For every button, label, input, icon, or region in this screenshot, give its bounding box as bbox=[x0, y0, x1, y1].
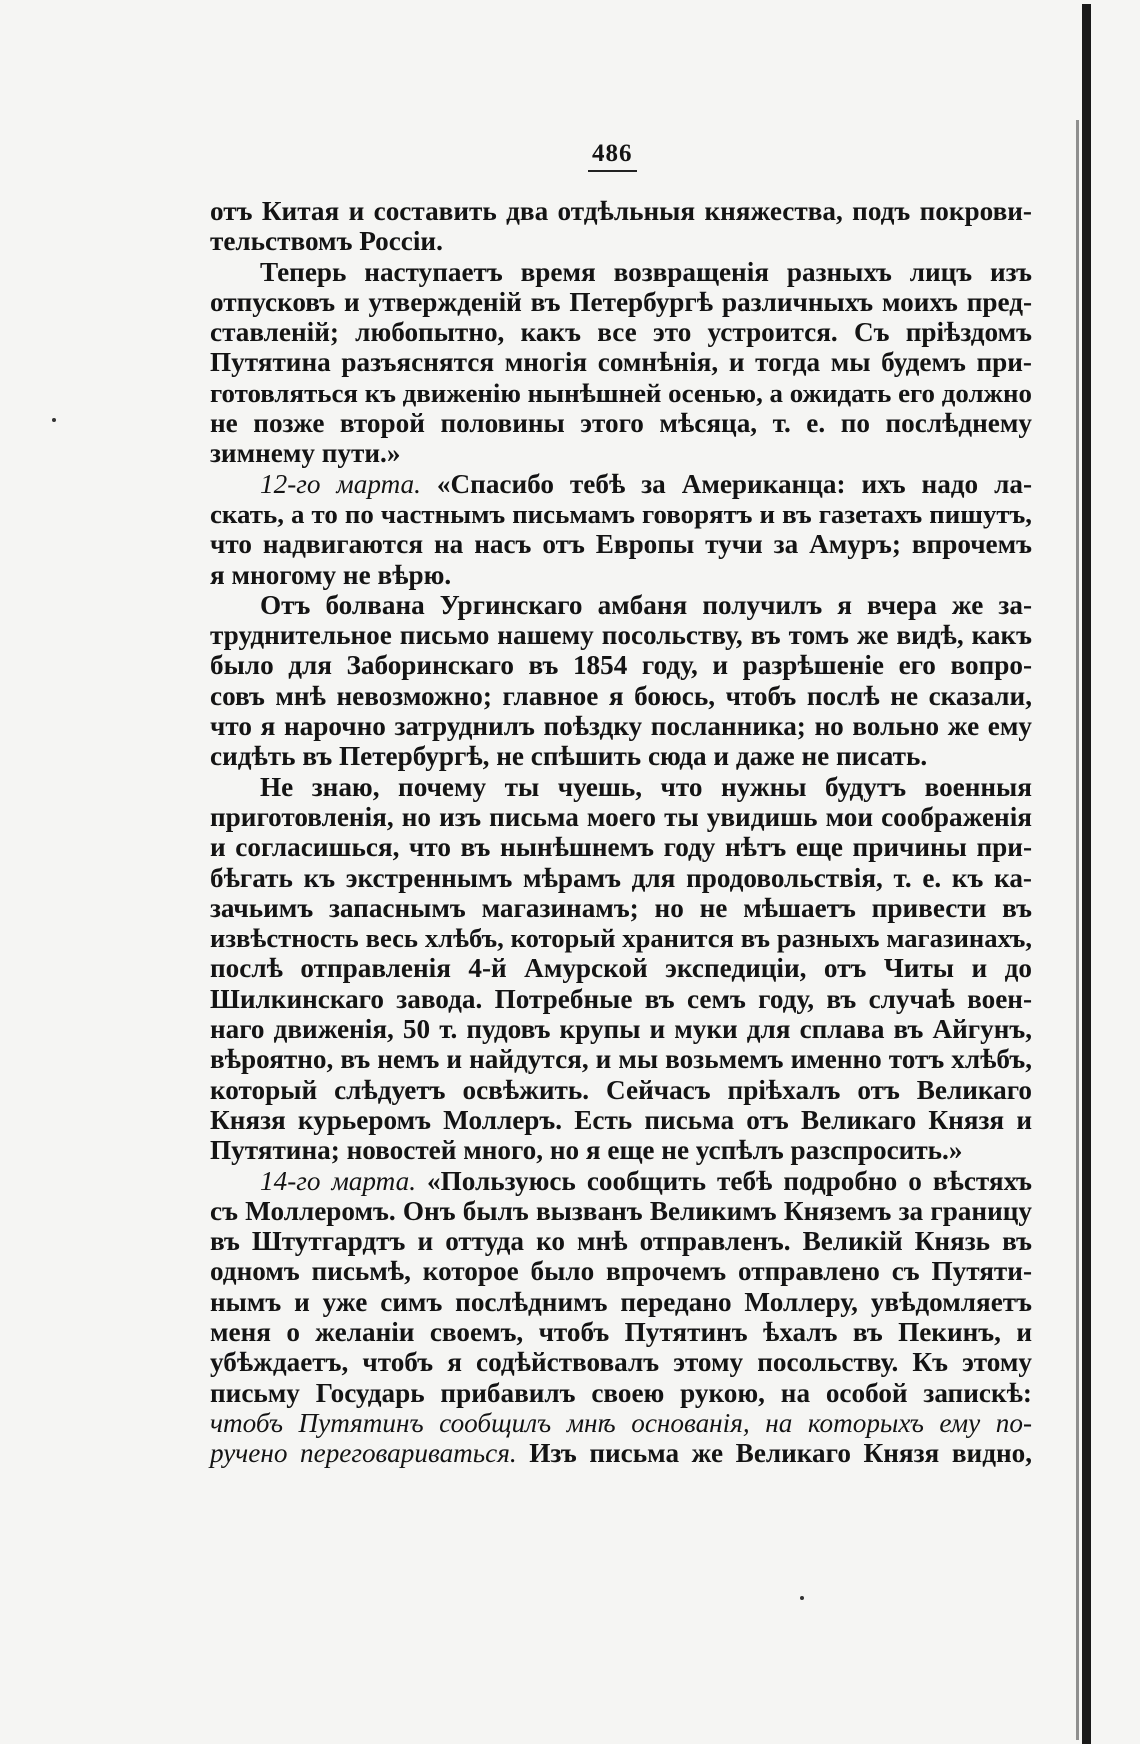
text-line bbox=[210, 620, 1032, 650]
text-line bbox=[210, 1256, 1032, 1286]
line-text: зимнему пути.» bbox=[210, 438, 401, 469]
text-line bbox=[210, 196, 1032, 226]
text-line bbox=[210, 1226, 1032, 1256]
line-text: наго движенія, 50 т. пудовъ крупы и муки для сплава въ Айгунъ, bbox=[210, 1014, 1032, 1045]
line-text: что надвигаются на насъ отъ Европы тучи за Амуръ; впрочемъ bbox=[210, 529, 1032, 560]
line-text: было для Заборинскаго въ 1854 году, и разрѣшеніе его вопро- bbox=[210, 650, 1032, 681]
line-text: и согласишься, что въ нынѣшнемъ году нѣтъ еще причины при- bbox=[210, 832, 1032, 863]
text-line bbox=[210, 1287, 1032, 1317]
italic-quote: ручено переговариваться. bbox=[210, 1438, 517, 1469]
line-text: не позже второй половины этого мѣсяца, т. е. по послѣднему bbox=[210, 408, 1032, 439]
line-text: готовляться къ движенію нынѣшней осенью, а ожидать его должно bbox=[210, 377, 1032, 408]
text-line bbox=[210, 1347, 1032, 1377]
scan-edge-shadow bbox=[1076, 120, 1079, 1740]
text-line bbox=[210, 1044, 1032, 1074]
line-text: вѣроятно, въ немъ и найдутся, и мы возьмемъ именно тотъ хлѣбъ, bbox=[210, 1044, 1032, 1075]
line-text: въ Штутгардтъ и оттуда ко мнѣ отправленъ. Великій Князь въ bbox=[210, 1226, 1032, 1257]
text-line bbox=[210, 317, 1032, 347]
text-line bbox=[210, 772, 1032, 802]
line-text: труднительное письмо нашему посольству, въ томъ же видѣ, какъ bbox=[210, 620, 1032, 651]
entry-date: 14-го марта. bbox=[260, 1165, 416, 1196]
line-text: «Спасибо тебѣ за Американца: ихъ надо ла- bbox=[436, 468, 1033, 499]
text-line bbox=[210, 802, 1032, 832]
line-text: что я нарочно затруднилъ поѣздку посланника; но вольно же ему bbox=[210, 711, 1032, 742]
line-text: меня о желаніи своемъ, чтобъ Путятинъ ѣхалъ въ Пекинъ, и bbox=[210, 1316, 1032, 1347]
scan-edge-bar bbox=[1082, 4, 1091, 1744]
text-line bbox=[210, 1105, 1032, 1135]
line-text: Путятина; новостей много, но я еще не успѣлъ разспросить.» bbox=[210, 1135, 963, 1166]
text-line bbox=[210, 347, 1032, 377]
text-line bbox=[210, 469, 1032, 499]
line-text: сидѣть въ Петербургѣ, не спѣшить сюда и даже не писать. bbox=[210, 741, 928, 772]
line-text: Не знаю, почему ты чуешь, что нужны будутъ военныя bbox=[260, 771, 1032, 802]
line-text: Теперь наступаетъ время возвращенія разныхъ лицъ изъ bbox=[260, 256, 1032, 287]
text-line bbox=[210, 1438, 1032, 1468]
text-line bbox=[210, 1317, 1032, 1347]
text-line bbox=[210, 711, 1032, 741]
text-line bbox=[210, 287, 1032, 317]
line-text: отпусковъ и утвержденій въ Петербургѣ различныхъ моихъ пред- bbox=[210, 286, 1032, 317]
italic-quote: чтобъ Путятинъ сообщилъ мнѣ основанія, на которыхъ ему по- bbox=[210, 1407, 1032, 1438]
text-line bbox=[210, 1075, 1032, 1105]
line-text: «Пользуюсь сообщить тебѣ подробно о вѣстяхъ bbox=[427, 1165, 1033, 1196]
line-text: Князя курьеромъ Моллеръ. Есть письма отъ Великаго Князя и bbox=[210, 1104, 1032, 1135]
text-line bbox=[210, 1135, 1032, 1165]
line-text: нымъ и уже симъ послѣднимъ передано Моллеру, увѣдомляетъ bbox=[210, 1286, 1032, 1317]
text-line bbox=[210, 650, 1032, 680]
text-line bbox=[210, 984, 1032, 1014]
text-line bbox=[210, 1408, 1032, 1438]
line-text: отъ Китая и составить два отдѣльныя княжества, подъ покрови- bbox=[210, 196, 1032, 226]
text-line bbox=[210, 893, 1032, 923]
scan-speck bbox=[52, 418, 56, 422]
text-line bbox=[210, 1196, 1032, 1226]
line-text: я многому не вѣрю. bbox=[210, 559, 452, 590]
line-text: Путятина разъяснятся многія сомнѣнія, и тогда мы будемъ при- bbox=[210, 347, 1032, 378]
line-text: Шилкинскаго завода. Потребные въ семъ году, въ случаѣ воен- bbox=[210, 983, 1032, 1014]
text-line bbox=[210, 741, 1032, 771]
text-line bbox=[210, 863, 1032, 893]
body-text bbox=[210, 196, 1032, 1468]
text-line bbox=[210, 1014, 1032, 1044]
line-text: скать, а то по частнымъ письмамъ говорятъ и въ газетахъ пишутъ, bbox=[210, 498, 1032, 529]
line-text: извѣстность весь хлѣбъ, который хранится въ разныхъ магазинахъ, bbox=[210, 923, 1032, 954]
page-number: 486 bbox=[588, 140, 637, 172]
text-line bbox=[210, 408, 1032, 438]
line-text: бѣгать къ экстреннымъ мѣрамъ для продовольствія, т. е. къ ка- bbox=[210, 862, 1032, 893]
line-text: послѣ отправленія 4-й Амурской экспедиціи, отъ Читы и до bbox=[210, 953, 1032, 984]
text-line bbox=[210, 1378, 1032, 1408]
line-text: Изъ письма же Великаго Князя видно, bbox=[516, 1438, 1032, 1469]
line-text: Отъ болвана Ургинскаго амбаня получилъ я вчера же за- bbox=[260, 589, 1032, 620]
text-line bbox=[210, 681, 1032, 711]
text-line bbox=[210, 529, 1032, 559]
entry-date: 12-го марта. bbox=[260, 468, 421, 499]
line-text: съ Моллеромъ. Онъ былъ вызванъ Великимъ Княземъ за границу bbox=[210, 1195, 1032, 1226]
text-line bbox=[210, 226, 1032, 256]
line-text: ставленій; любопытно, какъ все это устроится. Съ пріѣздомъ bbox=[210, 317, 1032, 348]
line-text: письму Государь прибавилъ своею рукою, на особой запискѣ: bbox=[210, 1377, 1032, 1408]
line-text: одномъ письмѣ, которое было впрочемъ отправлено съ Путяти- bbox=[210, 1256, 1032, 1287]
line-text: приготовленія, но изъ письма моего ты увидишь мои соображенія bbox=[210, 801, 1032, 832]
text-line bbox=[210, 560, 1032, 590]
text-line bbox=[210, 590, 1032, 620]
text-line bbox=[210, 499, 1032, 529]
text-line bbox=[210, 953, 1032, 983]
text-line bbox=[210, 257, 1032, 287]
line-text: тельствомъ Россіи. bbox=[210, 226, 443, 257]
text-line bbox=[210, 378, 1032, 408]
text-line bbox=[210, 923, 1032, 953]
text-line bbox=[210, 1166, 1032, 1196]
line-text: зачьимъ запаснымъ магазинамъ; но не мѣшаетъ привести въ bbox=[210, 892, 1032, 923]
line-text: который слѣдуетъ освѣжить. Сейчасъ пріѣхалъ отъ Великаго bbox=[210, 1074, 1032, 1105]
text-line bbox=[210, 832, 1032, 862]
scan-speck bbox=[800, 1596, 804, 1600]
line-text: совъ мнѣ невозможно; главное я боюсь, чтобъ послѣ не сказали, bbox=[210, 680, 1032, 711]
line-text: убѣждаетъ, чтобъ я содѣйствовалъ этому посольству. Къ этому bbox=[210, 1347, 1032, 1378]
text-line bbox=[210, 438, 1032, 468]
